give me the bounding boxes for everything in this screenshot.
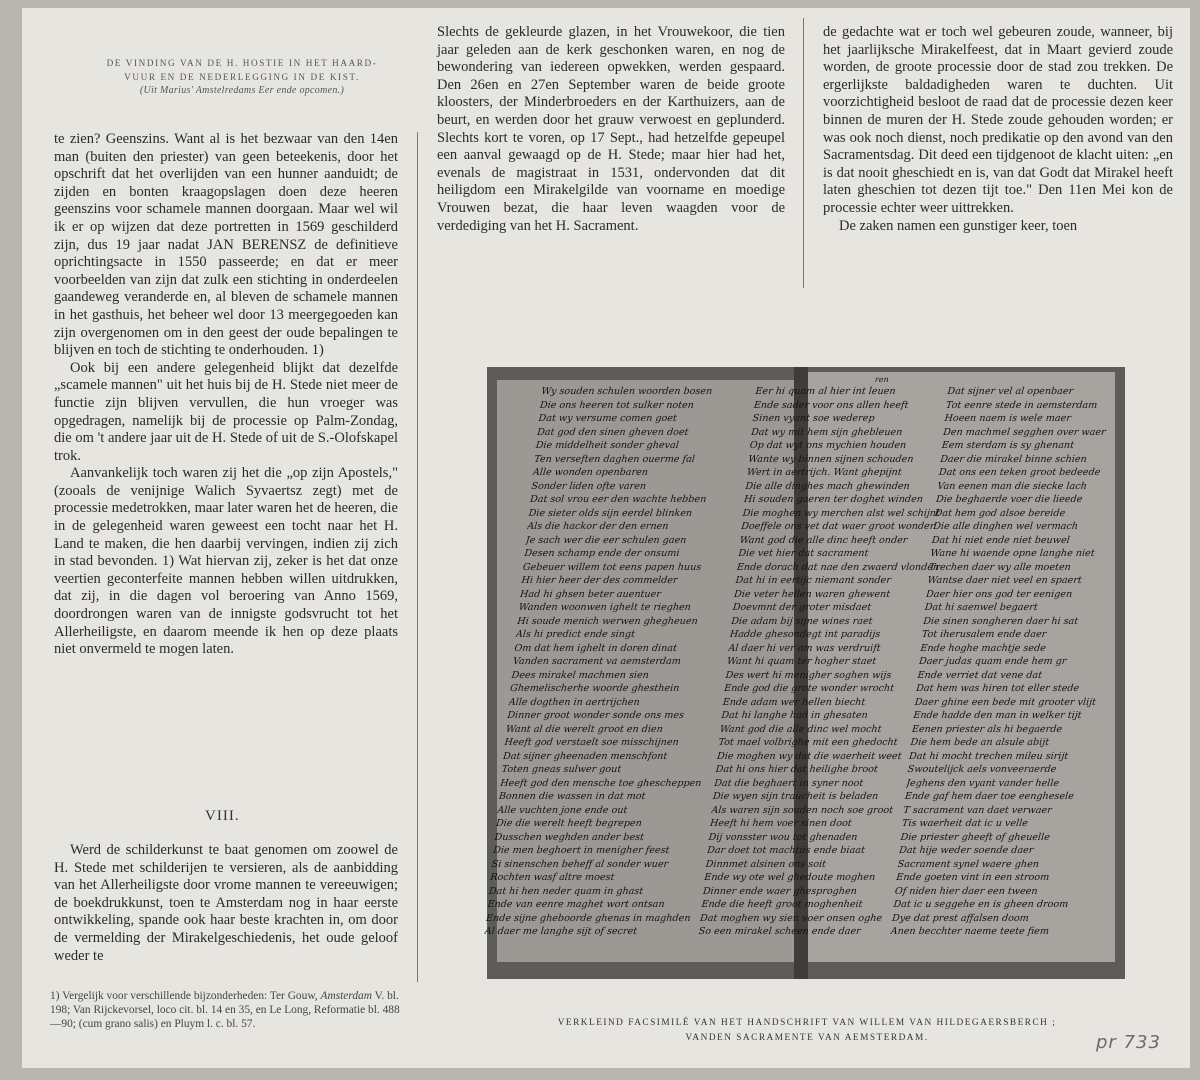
manuscript-line: Eer hi quam al hier int leuen (754, 386, 897, 397)
manuscript-line: Wante wy binnen sijnen schouden (747, 453, 915, 465)
manuscript-line: Bonnen die wassen in dat mot (498, 791, 646, 802)
manuscript-line: Tis waerheit dat ic u velle (901, 818, 1029, 829)
manuscript-line: Dat hi niet ende niet beuwel (931, 534, 1071, 546)
col3-paragraph-2: De zaken namen een gunstiger keer, toen (839, 217, 1078, 234)
manuscript-line: Ende wy ote wel ghedoute moghen (703, 872, 876, 883)
manuscript-line: Hi soude menich werwen ghegheuen (516, 615, 699, 627)
manuscript-line: Doeffele ons vet dat waer groot wonder (740, 521, 935, 532)
manuscript-line: Wert in aertrijch. Want ghepijnt (746, 467, 903, 478)
manuscript-line: Om dat hem ighelt in doren dinat (513, 642, 678, 654)
column-divider-1 (417, 132, 418, 982)
manuscript-line: Die moghen wy merchen alst wel schijnt (742, 507, 941, 519)
manuscript-line: Dinnmet alsinen ons soit (705, 858, 827, 870)
caption-source: (Uit Marius' Amstelredams Eer ende opcomen.) (139, 85, 345, 96)
manuscript-line: Dat sijner vel al openbaer (946, 386, 1074, 397)
manuscript-line: Dat hi hen neder quam in ghast (488, 885, 644, 897)
manuscript-line: Als die hackor der den ernen (526, 521, 670, 532)
manuscript-line: Ende die heeft groot moghenheit (700, 899, 864, 910)
manuscript-line: Als waren sijn souden noch soe groot (710, 804, 894, 816)
section-heading: VIII. (205, 808, 240, 824)
manuscript-line: Die hem bede an alsule abijt (909, 737, 1050, 748)
column-2-text (437, 24, 785, 235)
manuscript-line: Wantse daer niet veel en spaert (926, 575, 1083, 586)
manuscript-line: Die middelheit sonder gheval (535, 440, 680, 451)
manuscript-line: Je sach wer die eer schulen gaen (525, 534, 687, 546)
manuscript-line: Die alle dinghes mach ghewinden (744, 480, 911, 492)
col3-paragraph-1: de gedachte wat er toch wel gebeuren zoude, wanneer, bij het jaarlijksche Mirakelfeest, dat in Maart gevierd zoude worden, de groote processie door de stad zou trekken. De ergerlijkste baldadigheden waren te duchten. Uit voorzichtigheid besloot de raad dat de processie dezen keer binnen de muren der H. Stede zoude gehouden worden; er was ook noch dienst, noch predikatie op den avond van den Sacramentsdag. Dit deed een tijdgenoot de klacht uiten: „en is dat nooit gheschiedt en is, van dat Godt dat Mirakel heeft laten gheschien tot dezen tijt toe." Den 11en Mei kon de processie echter weer uittrekken. (823, 24, 1173, 216)
manuscript-line: Die moghen wy dat die waerheit weet (716, 750, 903, 762)
manuscript-line: Ghemelischerhe woorde ghesthein (509, 683, 680, 694)
manuscript-line: Want hi quam ter hogher staet (726, 656, 877, 667)
manuscript-line: Op dat wyt ons mychien houden (749, 440, 907, 451)
manuscript-line: So een mirakel scheen ende daer (698, 926, 862, 937)
manuscript-line: Tot iherusalem ende daer (921, 629, 1047, 640)
manuscript-line: Rochten wasf altre moest (489, 872, 615, 883)
manuscript-line: Heeft hi hem voer sinen doot (709, 818, 853, 829)
manuscript-line: Heeft god verstaelt soe misschijnen (503, 737, 680, 748)
footnote-title: Amsterdam (320, 990, 372, 1002)
manuscript-line: Al daer me langhe sijt of secret (484, 926, 638, 937)
manuscript-line: Die priester gheeft of gheuelle (900, 831, 1051, 843)
manuscript-line: Jeghens den vyant vander helle (905, 777, 1060, 789)
manuscript-line: Daer hier ons god ter eenigen (925, 588, 1073, 600)
caption-line-1: DE VINDING VAN DE H. HOSTIE IN HET HAARD- (106, 58, 378, 68)
manuscript-line: Tot eenre stede in aemsterdam (945, 399, 1098, 411)
manuscript-line: Want god die alle dinc heeft onder (739, 534, 908, 546)
manuscript-line: Ende gaf hem daer toe eenghesele (904, 791, 1075, 802)
footnote-lead: 1) Vergelijk voor verschillende bijzonderheden: Ter Gouw, (50, 990, 318, 1002)
manuscript-facsimile (484, 367, 1125, 979)
manuscript-line: Dye dat prest affalsen doom (891, 912, 1030, 924)
manuscript-line: Dat hi in eertijc niemant sonder (734, 575, 892, 586)
manuscript-line: Dat god den sinen gheven doet (536, 426, 690, 438)
manuscript-line: Dar doet tot machtiis ende biaat (706, 845, 866, 856)
col2-paragraph: Slechts de gekleurde glazen, in het Vrouwekoor, die tien jaar geleden aan de kerk geschonken waren, en nog de bewondering van iedereen opwekken, werden gespaard. Den 26en en 27en September waren de beide groote kloosters, der Minderbroeders en der Karthuizers, aan de beurt, en werden door het grauw verwoest en geplunderd. Slechts kort te voren, op 17 Sept., had hetzelfde gepeupel een aanval gewaagd op de H. Stede; maar hier had het, evenals de magistraat in 1531, ondervonden dat dit heiligdom een Mirakelgilde van voorname en moedige Vrouwen bezat, die haar leven waagden voor de verdediging van het H. Sacrament. (437, 24, 785, 234)
manuscript-line: Sonder liden ofte varen (530, 480, 647, 492)
manuscript-line: Tot mael volbrighe mit een ghedocht (717, 737, 899, 748)
manuscript-line: Wy souden schulen woorden bosen (540, 386, 713, 397)
manuscript-line: Had hi ghsen beter auentuer (519, 588, 662, 600)
manuscript-line: Den machmel segghen over waer (942, 426, 1107, 438)
manuscript-line: Al daer hi ver om was verdruift (727, 642, 882, 654)
manuscript-line: Swoutelijck aels vonveeraerde (907, 764, 1057, 775)
manuscript-line: Die men beghoert in menigher feest (492, 845, 670, 856)
manuscript-line: Daer ghine een bede mit grooter vlijt (914, 696, 1097, 708)
manuscript-line: Want al die werelt groot en dien (505, 723, 664, 735)
manuscript-line: Alle wonden openbaren (532, 467, 649, 478)
manuscript-line: Sacrament synel waere ghen (897, 858, 1040, 870)
manuscript-page-header: ren (874, 375, 890, 384)
top-illustration-caption (82, 56, 402, 98)
manuscript-line: Dat hi langhe had in ghesaten (720, 710, 869, 721)
manuscript-line: Hi hier heer der des commelder (520, 575, 679, 586)
manuscript-line: Heeft god den mensche toe ghescheppen (499, 777, 702, 789)
manuscript-line: Alle dogthen in aertrijchen (508, 696, 641, 708)
manuscript-line: Desen schamp ende der onsumi (523, 548, 681, 559)
column-1-text (54, 131, 398, 659)
manuscript-line: Dat sol vrou eer den wachte hebben (529, 494, 707, 505)
manuscript-line: Of niden hier daer een tween (894, 885, 1039, 897)
manuscript-line: Eenen priester als hi begaerde (911, 723, 1063, 735)
manuscript-line: Dat hem was hiren tot eller stede (915, 683, 1080, 694)
manuscript-line: Wane hi waende opne langhe niet (929, 548, 1096, 559)
manuscript-line: Dat moghen wy sien voer onsen oghe (699, 912, 883, 924)
manuscript-line: Van eenen man die siecke lach (936, 480, 1088, 492)
manuscript-line: Hoeen naem is wele maer (943, 413, 1072, 424)
manuscript-line: Des wert hi menigher soghen wijs (725, 669, 892, 681)
manuscript-line: Dat hi mocht trechen mileu sirijt (908, 750, 1069, 762)
manuscript-line: Als hi predict ende singt (515, 629, 636, 640)
column-3-text (823, 24, 1173, 235)
column-1-section-text (54, 842, 398, 965)
facsimile-caption-line-1: VERKLEIND FACSIMILÉ VAN HET HANDSCHRIFT VAN WILLEM VAN HILDEGAERSBERCH ; (557, 1018, 1057, 1028)
manuscript-line: Dat ons een teken groot bedeede (938, 467, 1101, 478)
manuscript-line: Die beghaerde voer die lieede (935, 494, 1083, 505)
manuscript-line: Die ons heeren tot sulker noten (539, 399, 695, 411)
manuscript-line: Die veter hellen waren ghewent (733, 588, 891, 600)
manuscript-line: Anen becchter naeme teete fiem (890, 926, 1050, 937)
manuscript-line: Dinner groot wonder sonde ons mes (506, 710, 685, 721)
col1-paragraph-2: Ook bij een andere gelegenheid blijkt dat dezelfde „scamele mannen" uit het huis bij de H. Stede niet meer de functie zijn blijven vervullen, die hun vroeger was opgedragen, namelijk bij de processie op Palm-Zondag, die om 't andere jaar uit de H. Stede of uit de S.-Olofskapel trok. (54, 359, 398, 464)
manuscript-line: Ende verriet dat vene dat (917, 669, 1043, 681)
manuscript-line: Dat hem god alsoe bereide (934, 507, 1066, 519)
manuscript-line: Die adam bij sijne wines raet (730, 615, 874, 627)
manuscript-line: Ende god die grote wonder wrocht (723, 683, 895, 694)
manuscript-line: Want god die alle dinc wel mocht (719, 723, 883, 735)
manuscript-line: Dinner ende waer ghesproghen (702, 885, 858, 897)
col1-paragraph-3: Aanvankelijk toch waren zij het die „op zijn Apostels," (zooals de venijnige Walich Syvaertsz zegt) met de processie medetrokken, maar later waren het de heeren, die in de gelegenheid waren geweest een tocht naar het H. Land te maken, die hen daarbij vervingen, indien zij zich in stad bevonden. 1) Wat hiervan zij, zeker is het dat onze veertien geconterfeite mannen hebben willen uitdrukken, dat zij, in die dagen vol beroering van Anno 1569, doordrongen waren van de innigste godsvrucht tot het Allerheiligste, en daarom meende ik hen op deze plaats niet onvermeld te mogen laten. (54, 465, 398, 658)
manuscript-line: Ten verseften daghen ouerme fal (533, 453, 696, 465)
manuscript-line: Gebeuer willem tot eens papen huus (522, 561, 702, 573)
manuscript-line: Die die werelt heeft begrepen (495, 818, 643, 829)
manuscript-line: Die sinen songheren daer hi sat (922, 615, 1079, 627)
col1-section-paragraph: Werd de schilderkunst te baat genomen om zoowel de H. Stede met schilderijen te versieren, als de aanbidding van het Allerheiligste door vrome mannen te vereeuwigen; de boekdrukkunst, toen te Amsterdam nog in haar eerste ontwikkeling, spande ook haar beste krachten in, om door de vermelding der Mirakelgeschiedenis, het oude geloof weder te (54, 842, 398, 964)
manuscript-line: Si sinenschen beheff al sonder wuer (491, 858, 669, 870)
manuscript-line: Dat hi saenwel begaert (924, 602, 1039, 613)
manuscript-line: Die wyen sijn traucheit is beladen (712, 791, 879, 802)
manuscript-line: Dat hi ons hier dat heilighe broot (715, 764, 879, 775)
manuscript-line: Dat wy versume comen goet (537, 413, 678, 424)
manuscript-line: Hi souden gaeren ter doghet winden (743, 494, 924, 505)
manuscript-line: Ende hadde den man in welker tijt (912, 710, 1083, 721)
manuscript-line: Ende van eenre maghet wort ontsan (486, 899, 666, 910)
manuscript-line: Dij vonsster wou tot ghenaden (708, 831, 858, 843)
manuscript-line: Alle vuchten jone ende out (496, 804, 628, 816)
manuscript-line: Ende sijne gheboorde ghenas in maghden (485, 912, 692, 924)
handwritten-reference: pr 733 (1096, 1032, 1161, 1053)
manuscript-line: Die vet hier dat sacrament (737, 548, 869, 559)
manuscript-line: Trechen daer wy alle moeten (928, 561, 1072, 573)
col1-paragraph-1: te zien? Geenszins. Want al is het bezwaar van den 14en man (buiten den priester) van geen beteekenis, door het opschrift dat het overlijden van een hunner aanduidt; de zijden en bonten kraagopslagen doen deze heeren geenszins voor schamele mannen doorgaan. Maar wel wil ik er op wijzen dat deze portretten in 1569 geschilderd zijn, dus 19 jaar nadat JAN BERENSZ de definitieve oprichtingsacte in 1550 passeerde; en dat er meer voorbeelden van zijn dat zulk een stichting in onderdeelen gaandeweg veranderde en, al bleven de schamele mannen in het gasthuis, het beheer wel door 13 meergegoeden kan zijn overgenomen om in den geest der oude bepalingen te blijven en toch de stichting te onderhouden. 1) (54, 131, 398, 359)
manuscript-line: Toten gneas sulwer gout (501, 764, 622, 775)
manuscript-line: Ende hoghe machtje sede (919, 642, 1047, 654)
manuscript-line: Ende dorach dat nae den zwaerd vlonden (736, 561, 940, 573)
manuscript-line: Dees mirakel machmen sien (511, 669, 650, 681)
manuscript-line: Hadde ghesondegt int paradijs (729, 629, 881, 640)
manuscript-line: Wanden woonwen ighelt te rieghen (518, 602, 692, 613)
manuscript-line: Die sieter olds sijn eerdel blinken (528, 507, 693, 519)
manuscript-line: Doevmnt der groter misdaet (732, 602, 872, 613)
manuscript-line: Vanden sacrament va aemsterdam (512, 656, 682, 667)
caption-line-2: VUUR EN DE NEDERLEGGING IN DE KIST. (124, 72, 360, 82)
manuscript-line: Ende sader voor ons allen heeft (753, 399, 909, 411)
footnote (50, 989, 400, 1032)
manuscript-line: Ende goeten vint in een stroom (895, 872, 1050, 883)
manuscript-line: Ende adam wer hellen biecht (722, 696, 866, 708)
footnote-rest: V. bl. 198; Van Rijckevorsel, loco cit. bl. 14 en 35, en Le Long, Reformatie bl. 488—90; (cum grano salis) en Pluym l. c. bl. 57. (50, 990, 400, 1031)
facsimile-caption-line-2: VANDEN SACRAMENTE VAN AEMSTERDAM. (685, 1033, 929, 1043)
manuscript-line: Dat wy mit hem sijn ghebleuen (750, 426, 903, 438)
manuscript-line: Dat sijner gheenaden menschfont (502, 750, 668, 762)
facsimile-caption (492, 1016, 1122, 1046)
column-divider-2 (803, 18, 804, 288)
manuscript-line: Dusschen weghden ander best (494, 831, 645, 843)
manuscript-line: Dat ic u seggehe en is gheen droom (892, 899, 1069, 910)
manuscript-line: Daer judas quam ende hem gr (918, 656, 1067, 667)
manuscript-line: Eem sterdam is sy ghenant (941, 440, 1075, 451)
manuscript-line: Sinen vyant soe wederep (751, 413, 876, 424)
manuscript-line: Dat hije weder soende daer (898, 845, 1034, 856)
manuscript-line: Dat die beghaert in syner noot (713, 777, 864, 789)
manuscript-line: Die alle dinghen wel vermach (932, 521, 1079, 532)
manuscript-line: Daer die mirakel binne schien (939, 453, 1088, 465)
manuscript-line: T sacrament van daet verwaer (902, 804, 1053, 816)
